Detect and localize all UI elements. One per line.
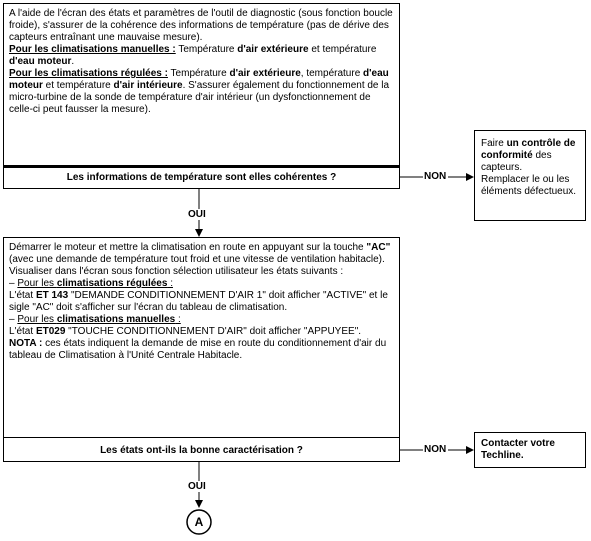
step2-nota: NOTA : ces états indiquent la demande de mise en route du conditionnement d'air du tableau de Climatisation à l'Unité Centrale Habitacle. xyxy=(9,338,387,361)
step2-box xyxy=(3,237,400,462)
action2-box xyxy=(474,432,586,468)
action1-box xyxy=(474,130,586,221)
step1-divider xyxy=(4,165,399,168)
step1-box xyxy=(3,3,400,189)
step1-manual: Pour les climatisations manuelles : Température d'air extérieure et température d'eau moteur. xyxy=(9,44,377,67)
step1-regulated: Pour les climatisations régulées : Température d'air extérieure, température d'eau moteur et température d'air intérieure. S'assurer également du fonctionnement de la micro-turbine de la sonde de température d'air intérieur (un dysfonctionnement de celle-ci peut fausser la mesure). xyxy=(9,68,390,115)
step1-question: Les informations de température sont elles cohérentes ? xyxy=(66,172,337,183)
step2-text xyxy=(9,242,394,362)
step1-text xyxy=(9,8,394,116)
step1-intro: A l'aide de l'écran des états et paramètres de l'outil de diagnostic (sous fonction boucle froide), s'assurer de la cohérence des informations de température (pas de dérive des capteurs entraînant une mauvaise mesure). xyxy=(9,8,393,43)
step2-yes-label: OUI xyxy=(188,481,206,492)
action1-text xyxy=(481,138,581,198)
connector-a-label: A xyxy=(194,515,204,529)
step2-manual-state: L'état ET029 "TOUCHE CONDITIONNEMENT D'AIR" doit afficher "APPUYEE". xyxy=(9,326,362,337)
step2-regulated-heading: – Pour les climatisations régulées : xyxy=(9,278,173,289)
step2-no-label: NON xyxy=(424,444,447,455)
action1-replace: Remplacer le ou les éléments défectueux. xyxy=(481,174,577,197)
step2-regulated-state: L'état ET 143 "DEMANDE CONDITIONNEMENT D'AIR 1" doit afficher "ACTIVE" et le sigle "AC" doit s'afficher sur l'écran du tableau de climatisation. xyxy=(9,290,388,313)
step2-question: Les états ont-ils la bonne caractérisation ? xyxy=(100,445,303,456)
step2-manual-heading: – Pour les climatisations manuelles : xyxy=(9,314,181,325)
step2-divider xyxy=(4,437,399,438)
step1-no-label: NON xyxy=(424,171,447,182)
action1-check: Faire un contrôle de conformité des capteurs. xyxy=(481,138,576,173)
step2-visualise: Visualiser dans l'écran sous fonction sélection utilisateur les états suivants : xyxy=(9,266,344,277)
step1-yes-label: OUI xyxy=(188,209,206,220)
action2-text: Contacter votre Techline. xyxy=(481,438,555,461)
step2-start-engine: Démarrer le moteur et mettre la climatisation en route en appuyant sur la touche "AC" (avec une demande de température tout froid et une vitesse de ventilation habitacle). xyxy=(9,242,391,265)
